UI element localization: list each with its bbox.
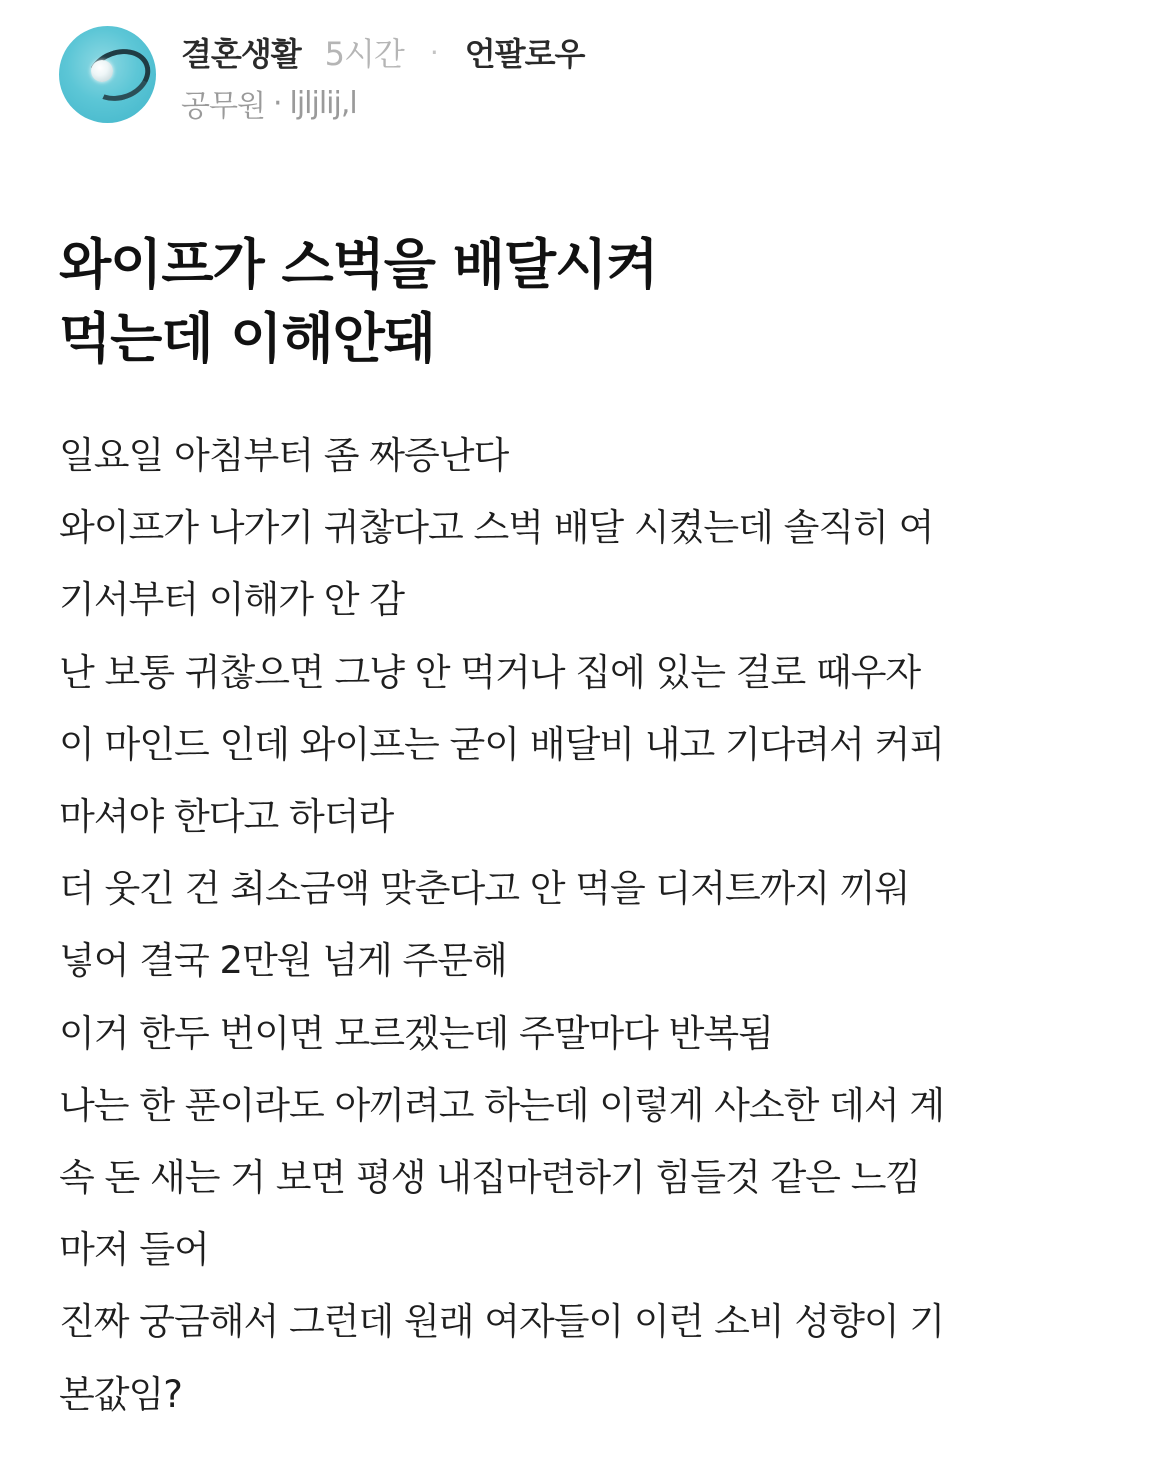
post-body-line: 와이프가 나가기 귀찮다고 스벅 배달 시켰는데 솔직히 여 — [59, 506, 934, 550]
post-header — [59, 26, 1099, 126]
author-job: 공무원 — [181, 89, 265, 124]
author-nickname: ljljlij,l — [289, 85, 357, 121]
diamond-icon — [91, 60, 113, 82]
post-meta-line — [181, 30, 584, 74]
post-time: 5시간 — [324, 35, 404, 73]
post-title-line: 먹는데 이해안돼 — [59, 307, 435, 370]
post-body-line: 기서부터 이해가 안 감 — [59, 578, 404, 622]
post-body — [59, 420, 1119, 1431]
post-body-line: 속 돈 새는 거 보면 평생 내집마련하기 힘들것 같은 느낌 — [59, 1156, 921, 1200]
meta-separator: · — [429, 35, 439, 69]
post-title-line: 와이프가 스벅을 배달시켜 — [59, 233, 658, 296]
post-body-line: 난 보통 귀찮으면 그냥 안 먹거나 집에 있는 걸로 때우자 — [59, 650, 921, 694]
post-body-line: 마셔야 한다고 하더라 — [59, 795, 394, 839]
post-body-line: 본값임? — [59, 1372, 182, 1416]
board-name-link[interactable]: 결혼생활 — [181, 35, 301, 73]
post-body-line: 넣어 결국 2만원 넘게 주문해 — [59, 939, 507, 983]
post-body-line: 마저 들어 — [59, 1228, 209, 1272]
post-body-line: 나는 한 푼이라도 아끼려고 하는데 이렇게 사소한 데서 계 — [59, 1083, 945, 1127]
post-title — [59, 228, 1099, 376]
board-avatar[interactable] — [59, 26, 156, 123]
post-body-line: 진짜 궁금해서 그런데 원래 여자들이 이런 소비 성향이 기 — [59, 1300, 945, 1344]
post-body-line: 일요일 아침부터 좀 짜증난다 — [59, 434, 509, 477]
unfollow-button[interactable]: 언팔로우 — [464, 35, 585, 73]
post-body-line: 이거 한두 번이면 모르겠는데 주말마다 반복됨 — [59, 1011, 773, 1055]
author-info — [181, 82, 357, 124]
author-separator: · — [272, 85, 282, 121]
post-body-line: 더 웃긴 건 최소금액 맞춘다고 안 먹을 디저트까지 끼워 — [59, 867, 910, 911]
post-body-line: 이 마인드 인데 와이프는 굳이 배달비 내고 기다려서 커피 — [59, 722, 945, 766]
